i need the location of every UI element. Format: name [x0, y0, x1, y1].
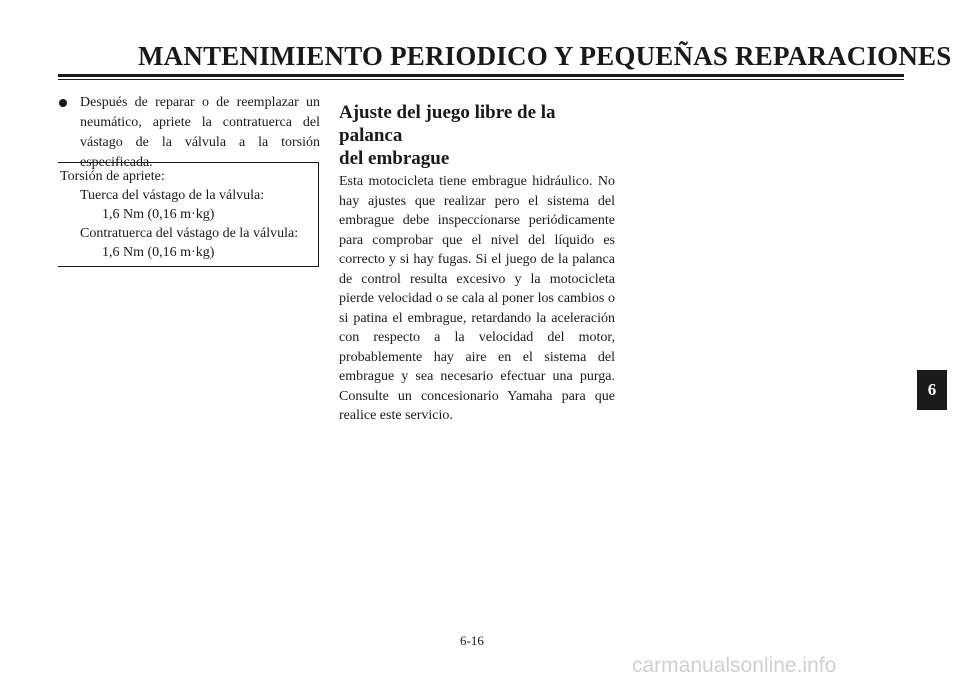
header-rule-thin: [58, 79, 904, 80]
bullet-icon: [59, 99, 67, 107]
page-number: 6-16: [460, 633, 484, 648]
left-column: [58, 93, 320, 173]
torque-spec-box: [58, 162, 319, 267]
spec-item-valve-nut-value: 1,6 Nm (0,16 m·kg): [102, 207, 215, 222]
bullet-paragraph: [58, 93, 320, 173]
spec-item-valve-nut-label: Tuerca del vástago de la válvula:: [80, 188, 265, 203]
page-title: MANTENIMIENTO PERIODICO Y PEQUEÑAS REPARACIONES: [138, 41, 952, 71]
chapter-tab-label: 6: [927, 380, 937, 399]
section-title-line-1: Ajuste del juego libre de la palanca: [339, 102, 556, 146]
watermark: carmanualsonline.info: [632, 654, 837, 677]
right-column: [339, 101, 615, 426]
bullet-text: Después de reparar o de reemplazar un neumático, apriete la contratuerca del vástago de la válvula a la torsión especificada.: [80, 95, 320, 170]
section-title: [339, 101, 615, 170]
section-body: Esta motocicleta tiene embrague hidráulico. No hay ajustes que realizar pero el sistema del embrague debe inspeccionarse periódicamente para comprobar que el nivel del líquido es correcto y si hay fugas. Si el juego de la palanca de control resulta excesivo y la motocicleta pierde velocidad o se cala al poner los cambios o si patina el embrague, retardando la aceleración con respecto a la velocidad del motor, probablemente hay aire en el sistema del embrague y sea necesario efectuar una purga. Consulte un concesionario Yamaha para que realice este servicio.: [339, 174, 615, 423]
spec-heading: Torsión de apriete:: [60, 169, 165, 184]
spec-item-locknut-value: 1,6 Nm (0,16 m·kg): [102, 245, 215, 260]
header-rule-thick: [58, 74, 904, 77]
spec-item-locknut-label: Contratuerca del vástago de la válvula:: [80, 226, 299, 241]
section-title-line-2: del embrague: [339, 148, 450, 169]
chapter-tab: [917, 370, 947, 410]
